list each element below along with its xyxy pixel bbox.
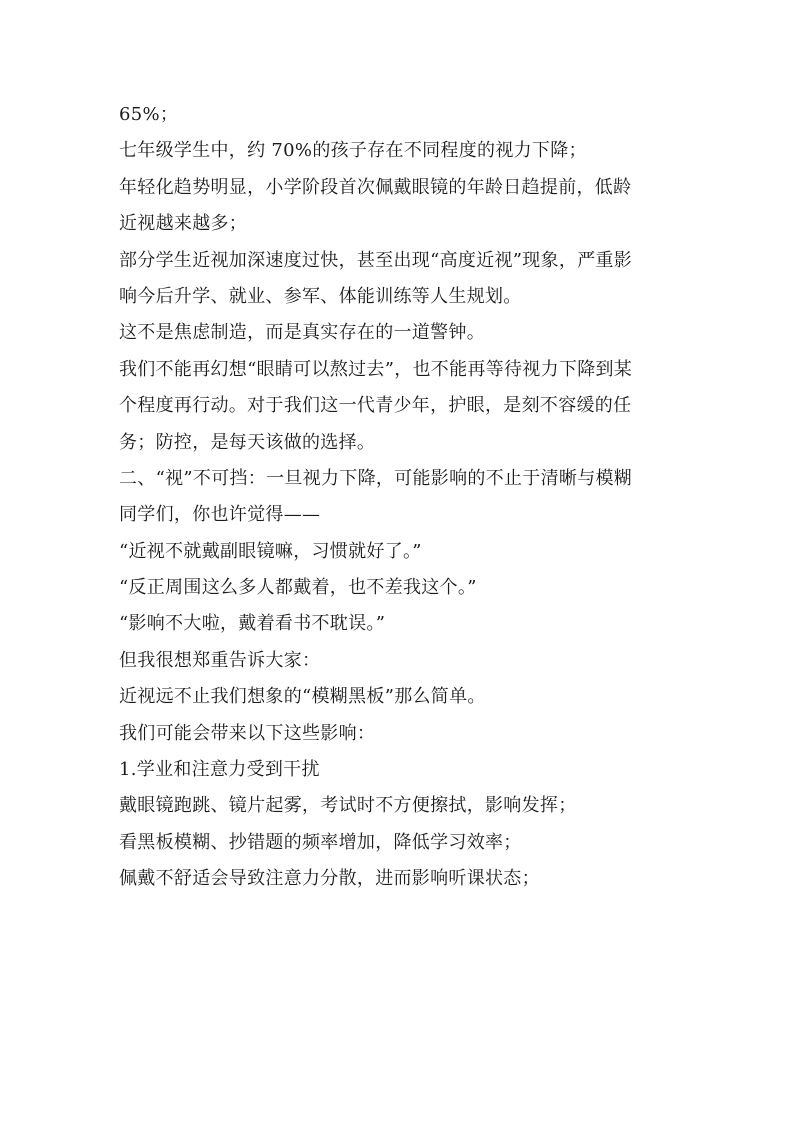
text-line: 务；防控，是每天该做的选择。: [119, 431, 376, 453]
text-line: 响今后升学、就业、参军、体能训练等人生规划。: [119, 285, 522, 307]
text-line: 七年级学生中，约 70%的孩子存在不同程度的视力下降；: [119, 140, 587, 162]
text-line: 个程度再行动。对于我们这一代青少年，护眼，是刻不容缓的任: [119, 395, 632, 417]
quote-line: “影响不大啦，戴着看书不耽误。”: [119, 613, 386, 635]
text-line: 65%；: [119, 104, 179, 125]
text-line: 我们可能会带来以下这些影响：: [119, 722, 376, 744]
section-heading: 二、“视”不可挡：一旦视力下降，可能影响的不止于清晰与模糊: [119, 467, 633, 489]
text-line: 近视越来越多；: [119, 213, 248, 235]
quote-line: “反正周围这么多人都戴着，也不差我这个。”: [119, 577, 477, 599]
text-line: 看黑板模糊、抄错题的频率增加，降低学习效率；: [119, 831, 522, 853]
text-line: 佩戴不舒适会导致注意力分散，进而影响听课状态；: [119, 868, 540, 890]
document-body: [119, 97, 679, 898]
text-line: 但我很想郑重告诉大家：: [119, 649, 321, 671]
quote-line: “近视不就戴副眼镜嘛，习惯就好了。”: [119, 540, 422, 562]
text-line: 部分学生近视加深速度过快，甚至出现“高度近视”现象，严重影: [119, 249, 633, 271]
text-line: 我们不能再幻想“眼睛可以熬过去”，也不能再等待视力下降到某: [119, 358, 633, 380]
text-line: 这不是焦虑制造，而是真实存在的一道警钟。: [119, 322, 485, 344]
text-line: 年轻化趋势明显，小学阶段首次佩戴眼镜的年龄日趋提前，低龄: [119, 176, 632, 198]
subsection-heading: 1.学业和注意力受到干扰: [119, 759, 320, 781]
text-line: 戴眼镜跑跳、镜片起雾，考试时不方便擦拭，影响发挥；: [119, 795, 577, 817]
text-line: 同学们，你也许觉得——: [119, 504, 321, 526]
text-line: 近视远不止我们想象的“模糊黑板”那么简单。: [119, 686, 486, 708]
